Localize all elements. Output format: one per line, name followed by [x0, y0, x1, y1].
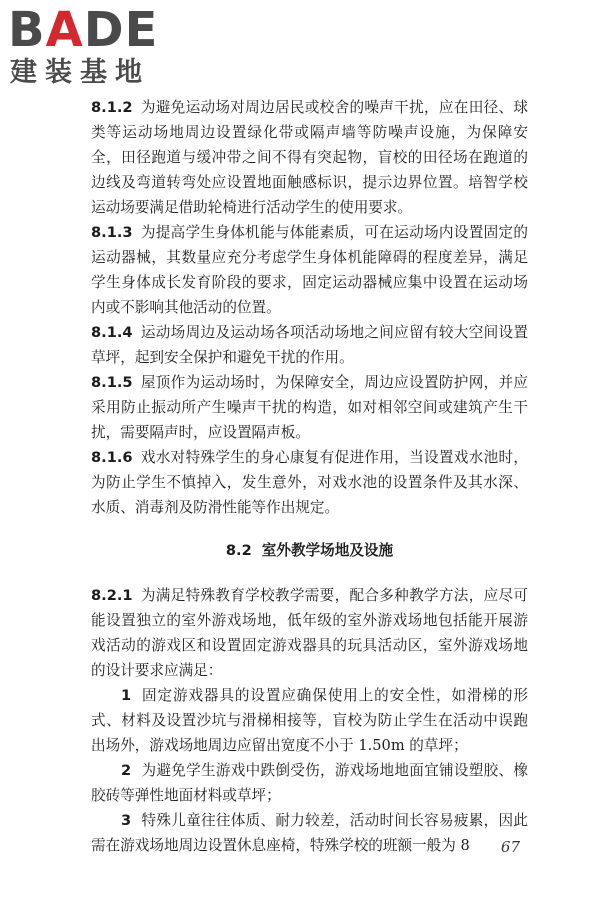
- clause-number: 8.1.2: [91, 99, 133, 116]
- item-number: 3: [121, 812, 132, 829]
- clause-number: 8.1.4: [91, 324, 133, 341]
- page-number: 67: [500, 838, 520, 856]
- clause-text: 为提高学生身体机能与体能素质，可在运动场内设置固定的运动器械，其数量应充分考虑学生身体机能障碍的程度差异，满足学生身体成长发育阶段的要求，固定运动器械应集中设置在运动场内或不影响其他活动的位置。: [91, 224, 528, 316]
- clause-number: 8.1.5: [91, 374, 133, 391]
- clause-number: 8.1.6: [91, 449, 133, 466]
- section-heading-8-2: [91, 538, 528, 563]
- logo-wordmark: BADE: [8, 2, 159, 58]
- section-title: 室外教学场地及设施: [261, 542, 394, 559]
- item-text: 为避免学生游戏中跌倒受伤，游戏场地地面宜铺设塑胶、橡胶砖等弹性地面材料或草坪；: [91, 762, 528, 804]
- clause-text: 为满足特殊教育学校教学需要，配合多种教学方法，应尽可能设置独立的室外游戏场地，低年级的室外游戏场地包括能开展游戏活动的游戏区和设置固定游戏器具的玩具活动区，室外游戏场地的设计要求应满足：: [91, 587, 528, 679]
- list-item-1: [91, 683, 528, 758]
- clause-text: 屋顶作为运动场时，为保障安全，周边应设置防护网，并应采用防止振动所产生噪声干扰的构造，如对相邻空间或建筑产生干扰，需要隔声时，应设置隔声板。: [91, 374, 528, 441]
- clause-8-1-4: [91, 320, 528, 370]
- item-number: 1: [121, 687, 132, 704]
- list-item-2: [91, 758, 528, 808]
- clause-text: 运动场周边及运动场各项活动场地之间应留有较大空间设置草坪，起到安全保护和避免干扰的作用。: [91, 324, 528, 366]
- clause-8-1-5: [91, 370, 528, 445]
- clause-text: 为避免运动场对周边居民或校舍的噪声干扰，应在田径、球类等运动场地周边设置绿化带或隔声墙等防噪声设施，为保障安全，田径跑道与缓冲带之间不得有突起物，盲校的田径场在跑道的边线及弯道转弯处应设置地面触感标识，提示边界位置。培智学校运动场要满足借助轮椅进行活动学生的使用要求。: [91, 99, 528, 216]
- clause-text: 戏水对特殊学生的身心康复有促进作用，当设置戏水池时，为防止学生不慎掉入，发生意外，对戏水池的设置条件及其水深、水质、消毒剂及防滑性能等作出规定。: [91, 449, 528, 516]
- clause-8-1-6: [91, 445, 528, 520]
- logo-subtitle: 建装基地: [10, 57, 150, 88]
- item-text: 特殊儿童往往体质、耐力较差，活动时间长容易疲累，因此需在游戏场地周边设置休息座椅，特殊学校的班额一般为 8: [91, 812, 528, 854]
- section-number: 8.2: [225, 542, 252, 559]
- item-number: 2: [121, 762, 132, 779]
- item-text: 固定游戏器具的设置应确保使用上的安全性，如滑梯的形式、材料及设置沙坑与滑梯相接等，盲校为防止学生在活动中误跑出场外，游戏场地周边应留出宽度不小于 1.50m 的草坪；: [91, 687, 528, 754]
- clause-number: 8.2.1: [91, 587, 133, 604]
- logo-accent-letter: A: [45, 2, 84, 58]
- document-body: [91, 95, 528, 858]
- list-item-3: [91, 808, 528, 858]
- clause-8-1-2: [91, 95, 528, 220]
- clause-8-1-3: [91, 220, 528, 320]
- clause-8-2-1: [91, 583, 528, 683]
- brand-logo: [8, 4, 178, 90]
- clause-number: 8.1.3: [91, 224, 133, 241]
